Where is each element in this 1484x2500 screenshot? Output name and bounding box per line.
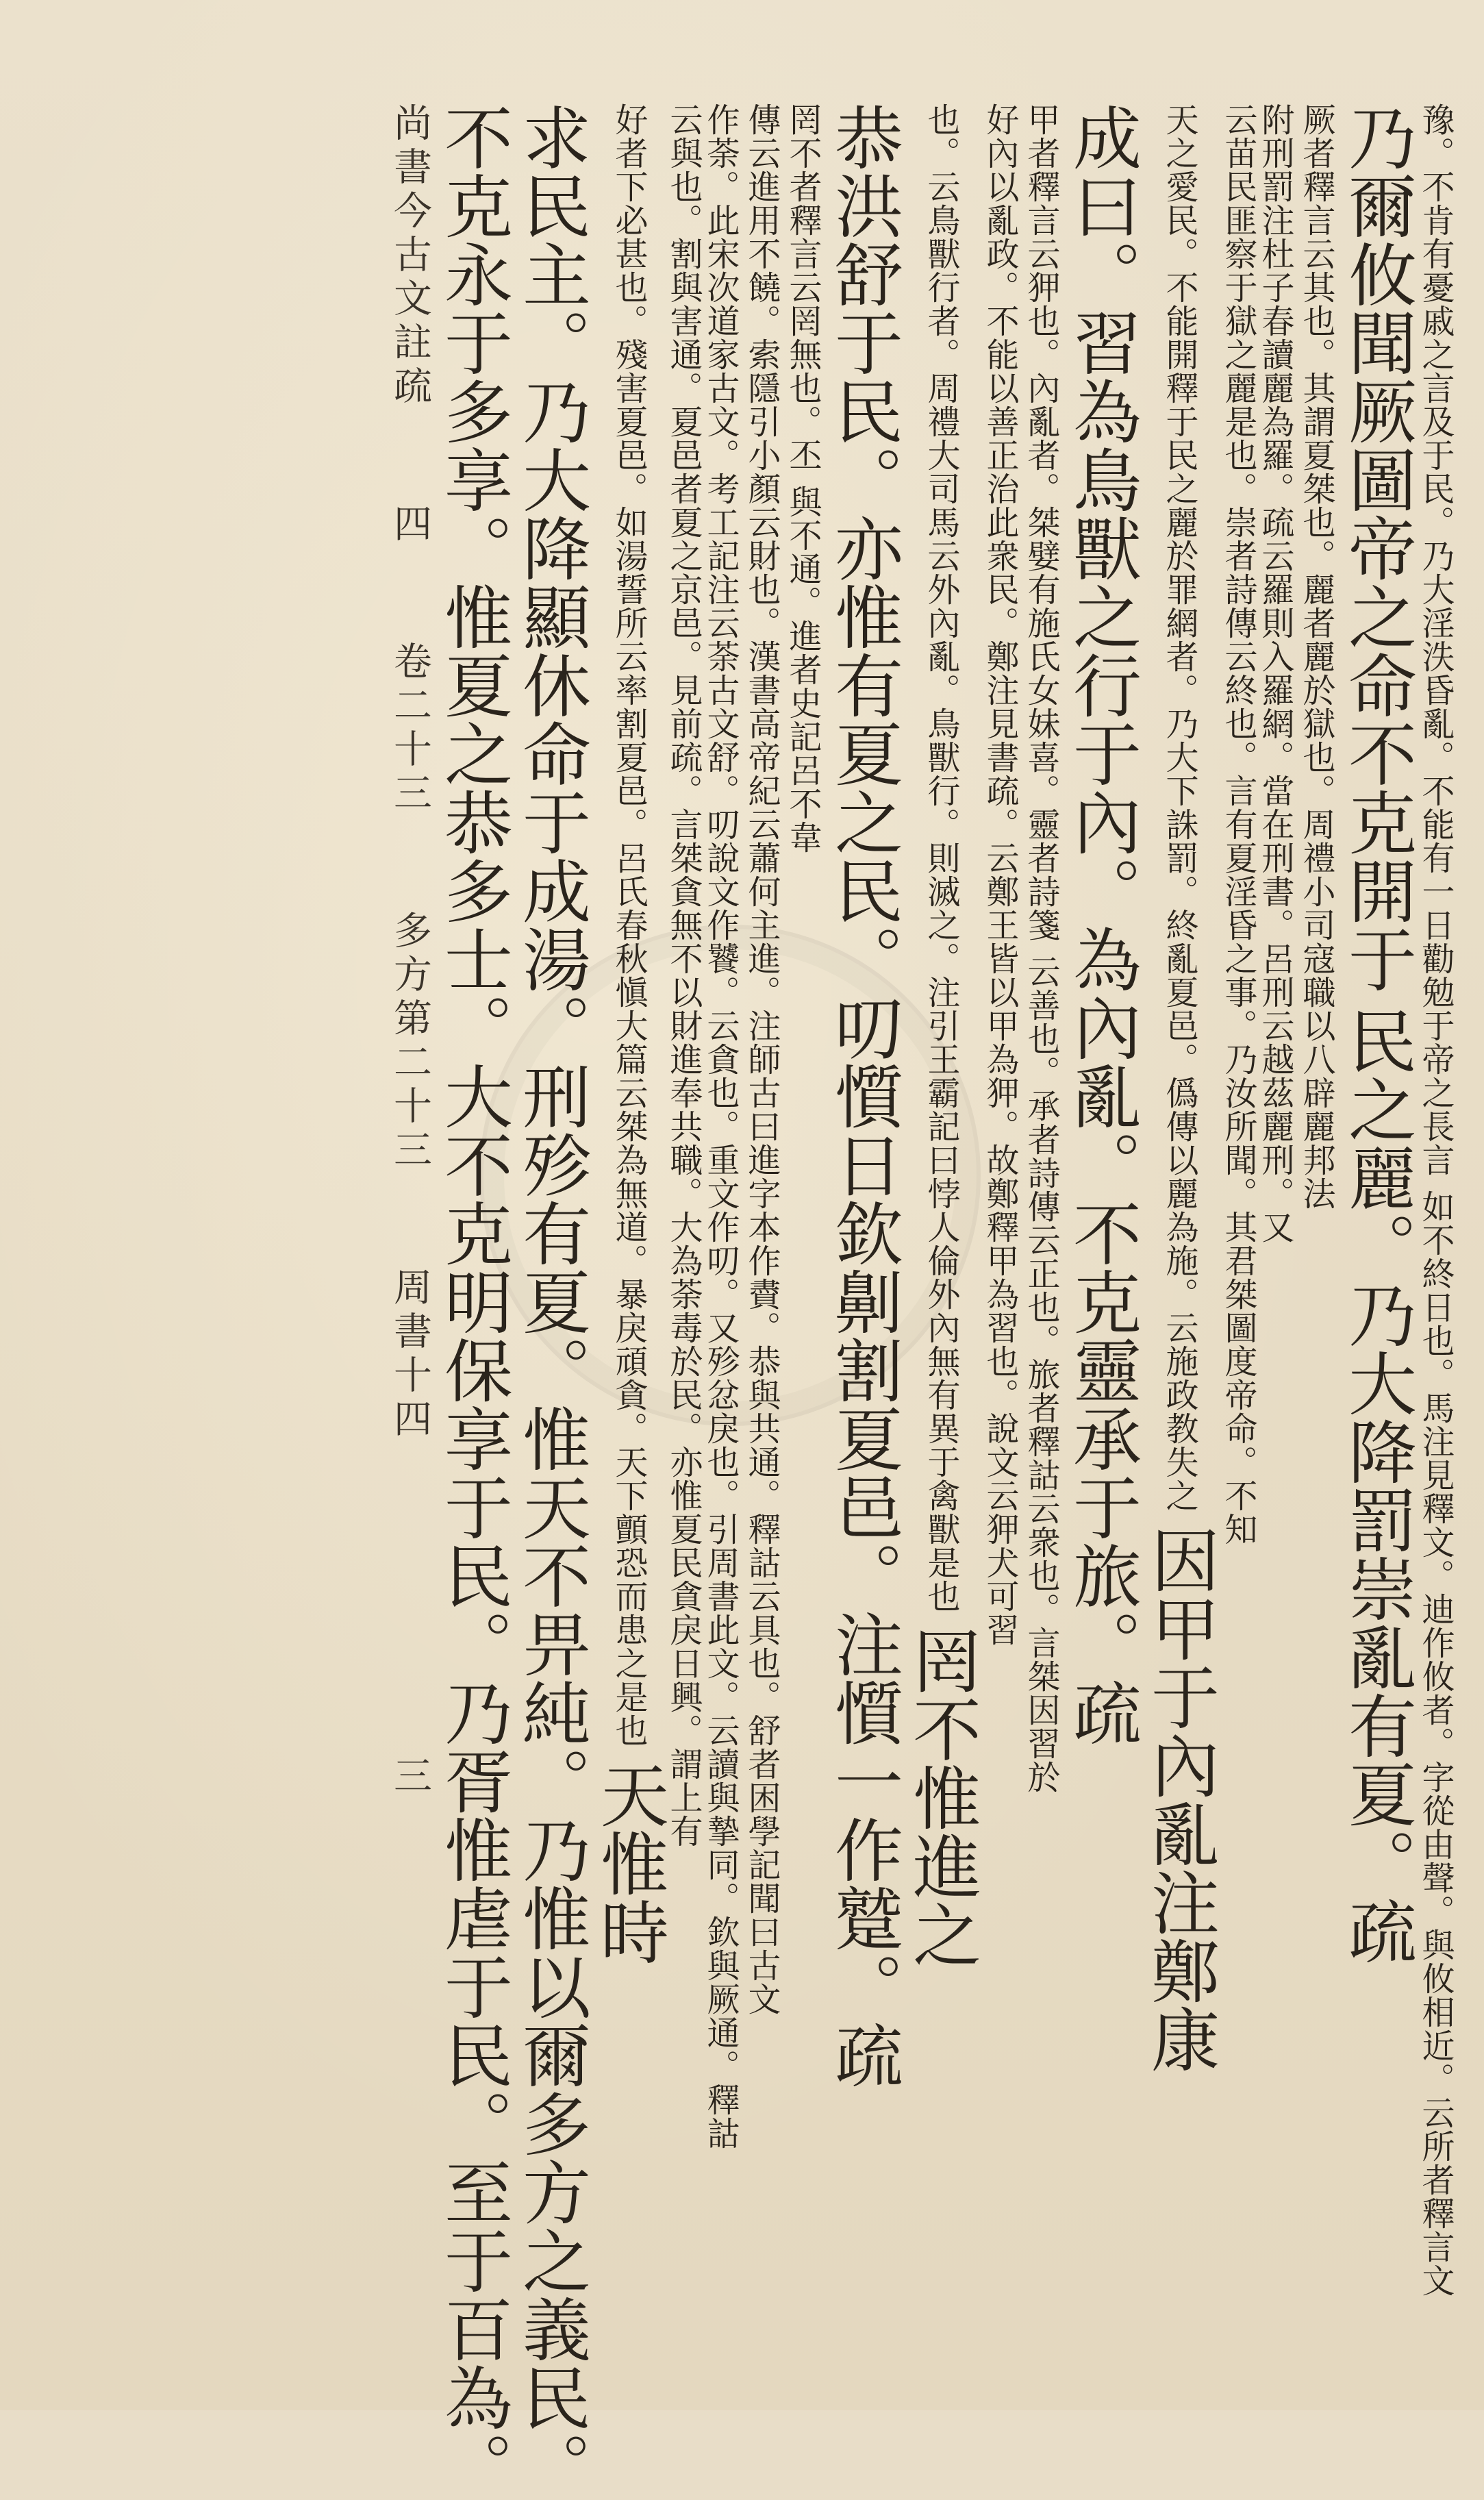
commentary-column: 天之愛民。不能開釋于民之麗於罪網者。乃大下誅罰。終亂夏邑。僞傳以麗為施。云施政教失之 xyxy=(1160,103,1198,1512)
commentary-column: 厥者釋言云其也。其謂夏桀也。麗者麗於獄也。周禮小司寇職以八辟麗邦法 xyxy=(1297,103,1335,1210)
commentary-column: 作荼。此宋次道家古文。考工記注云荼古文舒。叨說文作饕。云貪也。重文作叨。又殄忿戾也。引周書此文。云讀與摯同。欽與厥通。釋詁 xyxy=(701,103,740,2150)
header-title: 尚書今古文註疏 xyxy=(388,103,432,410)
commentary-column: 也。云鳥獸行者。周禮大司馬云外內亂。鳥獸行。則滅之。注引王霸記曰悖人倫外內無有異于禽獸是也 xyxy=(922,103,960,1613)
scripture-column: 因甲于內亂注鄭康 xyxy=(1140,1525,1220,2073)
scripture-column: 罔不惟進之 xyxy=(901,1626,981,1968)
scripture-column: 不克永于多享。惟夏之恭多士。大不克明保享于民。乃胥惟虐于民。至于百為。 xyxy=(433,103,513,2500)
commentary-column: 豫。不肯有憂戚之言及于民。乃大淫泆昏亂。不能有一日勸勉于帝之長言 xyxy=(1416,103,1455,1177)
commentary-column: 云與也。割與害通。夏邑者夏之京邑。見前疏。言桀貪無不以財進奉共職。大為荼毒於民。亦惟夏民貪戾日興。謂上有 xyxy=(664,103,703,1848)
commentary-column: 附刑罰注杜子春讀麗為羅。疏云羅則入羅網。當在刑書。呂刑云越茲麗刑。又 xyxy=(1256,103,1294,1244)
scripture-column: 成曰。習為鳥獸之行于內。為內亂。不克靈承于旅。疏 xyxy=(1061,103,1142,1747)
commentary-column: 云苗民匪察于獄之麗是也。崇者詩傳云終也。言有夏淫昏之事。乃汝所聞。其君桀圖度帝命。不知 xyxy=(1219,103,1257,1546)
commentary-column: 如不終日也。馬注見釋文。迪作攸者。字從由聲。與攸相近。云所者釋言文 xyxy=(1416,1190,1455,2297)
commentary-column: 甲者釋言云狎也。內亂者。桀嬖有施氏女妹喜。靈者詩箋 xyxy=(1022,103,1060,942)
commentary-column: 罔不者釋言云罔無也。丕 xyxy=(783,103,822,472)
scripture-column: 民之麗。乃大降罰崇亂有夏。疏 xyxy=(1337,1006,1417,1965)
header-page-number: 三 xyxy=(388,1755,432,1799)
scripture-column: 求民主。乃大降顯休命于成湯。刑殄有夏。惟天不畀純。乃惟以爾多方之義民。 xyxy=(511,103,591,2500)
scripture-column: 恭洪舒于民。亦惟有夏之民。叨懫日欽劓割夏邑。注懫一作蹵。疏 xyxy=(823,103,903,2089)
header-book: 周書十四 xyxy=(388,1267,432,1442)
scripture-column: 乃爾攸聞厥圖帝之命不克開于 xyxy=(1337,103,1417,993)
header-volume: 四 xyxy=(388,503,432,547)
commentary-column: 好者下必甚也。殘害夏邑。如湯誓所云率割夏邑。呂氏春秋愼大篇云桀為無道。暴戾頑貪。天下顫恐而患之是也 xyxy=(609,103,648,1747)
header-chapter: 卷二十三 xyxy=(388,641,432,816)
running-header xyxy=(388,103,432,1799)
commentary-column: 傳云進用不饒。索隱引小顏云財也。漢書高帝紀云蕭何主進。注師古曰進字本作賮。恭與共通。釋詁云具也。舒者困學記聞曰古文 xyxy=(742,103,781,2016)
commentary-column: 好內以亂政。不能以善正治此衆民。鄭注見書疏。云鄭王皆以甲為狎。故鄭釋甲為習也。說文云狎犬可習 xyxy=(981,103,1019,1647)
header-section: 多方第二十三 xyxy=(388,910,432,1173)
page-text xyxy=(27,103,1455,2500)
commentary-column: 云善也。承者詩傳云正也。旅者釋詁云衆也。言桀因習於 xyxy=(1022,955,1060,1794)
scripture-column: 天惟時 xyxy=(589,1760,669,1966)
commentary-column: 與不通。進者史記呂不韋 xyxy=(783,485,822,854)
